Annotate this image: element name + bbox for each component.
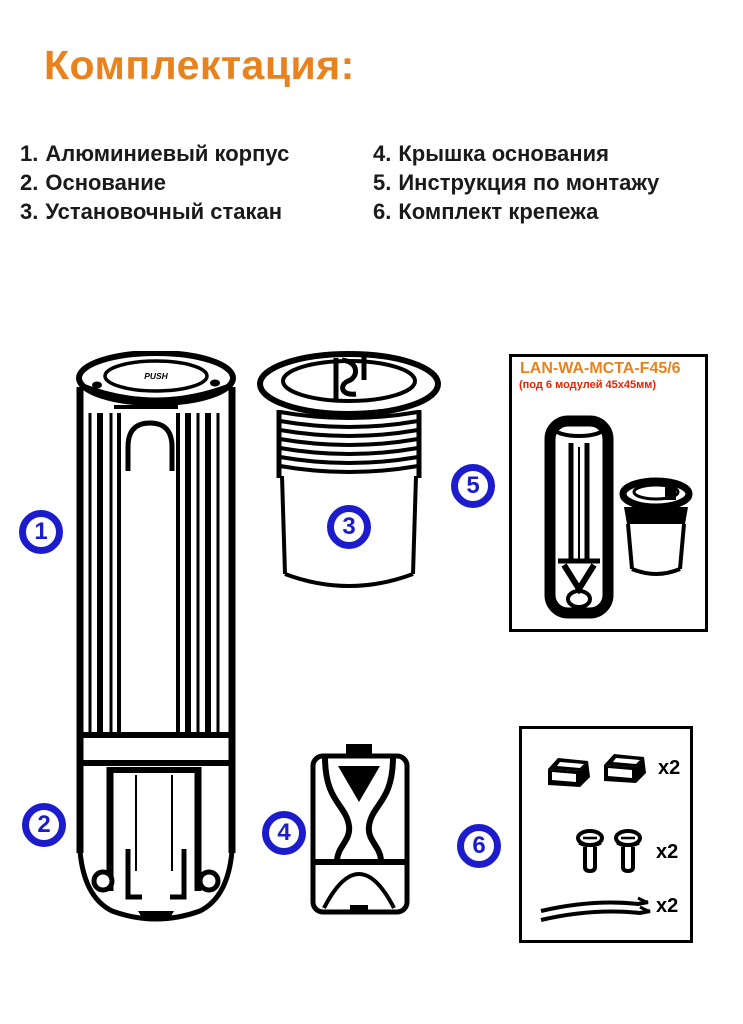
hardware-kit-box [519,726,693,943]
item-number: 3. [20,199,39,224]
callout-number: 1 [34,518,48,545]
mounting-cup-drawing [256,350,442,592]
aluminum-body-drawing [76,351,236,923]
mini-tower-drawing [544,413,614,625]
callout-number: 3 [342,513,356,540]
base-cover-drawing [310,744,410,916]
item-label: Крышка основания [398,141,609,166]
model-subtitle: (под 6 модулей 45х45мм) [519,379,657,391]
parts-list-left [20,139,289,226]
cable-clip-icon [544,751,592,793]
item-label: Инструкция по монтажу [398,170,660,195]
mini-cup-drawing [618,477,694,579]
item-number: 5. [373,170,392,195]
item-number: 6. [373,199,392,224]
callout-number: 5 [466,472,480,499]
callout-3 [327,505,371,549]
parts-list-right [373,139,659,226]
item-label: Алюминиевый корпус [45,141,290,166]
list-item [373,139,659,168]
callout-5 [451,464,495,508]
cable-ties-icon [538,893,654,923]
list-item [373,168,659,197]
callout-6 [457,824,501,868]
item-number: 4. [373,141,392,166]
callout-number: 6 [472,832,486,859]
item-label: Установочный стакан [45,199,283,224]
list-item [20,197,289,226]
item-label: Комплект крепежа [398,199,599,224]
screw-icon [614,829,642,875]
callout-number: 2 [37,811,51,838]
callout-4 [262,811,306,855]
instruction-sheet [509,354,708,632]
list-item [20,168,289,197]
callout-number: 4 [277,819,291,846]
ties-quantity: x2 [656,895,679,917]
page-title: Комплектация: [44,42,355,88]
model-code: LAN-WA-MCTA-F45/6 [520,360,681,377]
item-number: 2. [20,170,39,195]
list-item [373,197,659,226]
screw-icon [576,829,604,875]
cable-clip-icon [600,747,648,789]
clips-quantity: x2 [658,757,681,779]
callout-1 [19,510,63,554]
screws-quantity: x2 [656,841,679,863]
callout-2 [22,803,66,847]
push-label: PUSH [144,371,168,381]
item-number: 1. [20,141,39,166]
list-item [20,139,289,168]
item-label: Основание [45,170,166,195]
